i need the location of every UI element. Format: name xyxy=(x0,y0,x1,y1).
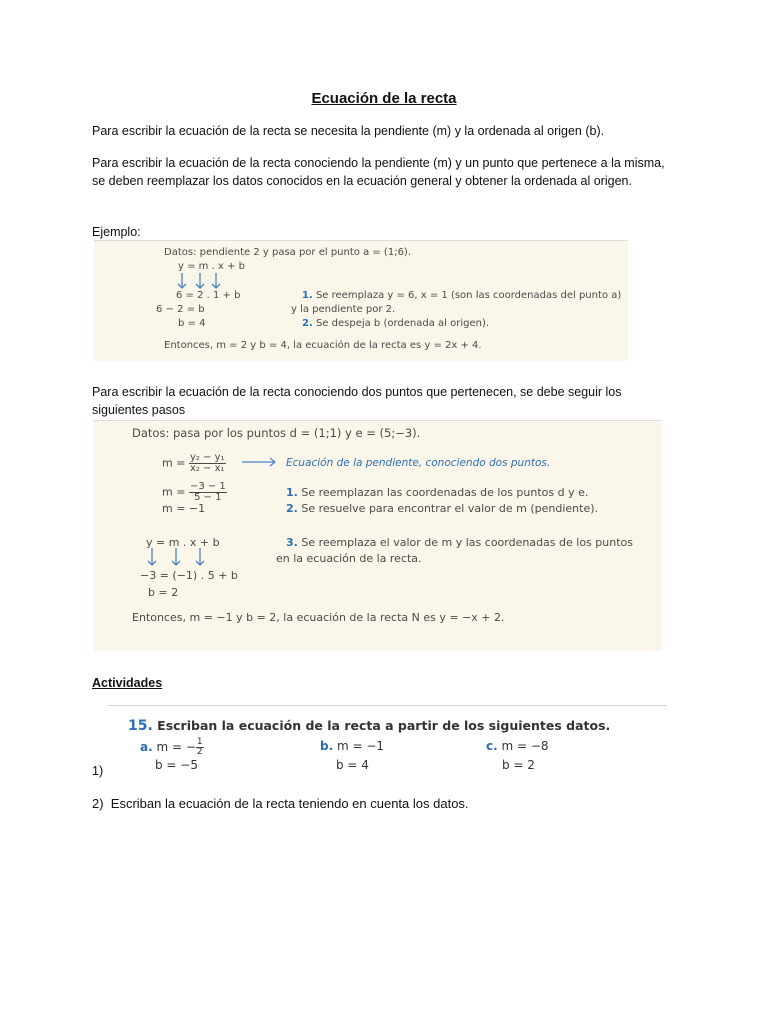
activity-2 xyxy=(92,795,469,813)
example-slope-point-image xyxy=(94,240,628,361)
activity-2-text: Escriban la ecuación de la recta teniendo en cuenta los datos. xyxy=(110,796,469,811)
example-label: Ejemplo: xyxy=(92,225,141,239)
two-points-paragraph: Para escribir la ecuación de la recta conociendo dos puntos que pertenecen, se debe seguir los siguientes pasos xyxy=(92,385,622,417)
example1-step1: 1. Se reemplaza y = 6, x = 1 (son las coordenadas del punto a) xyxy=(302,290,622,301)
example2-step2: 2. Se resuelve para encontrar el valor de m (pendiente). xyxy=(286,502,598,515)
example2-step1: 1. Se reemplazan las coordenadas de los puntos d y e. xyxy=(286,486,589,499)
example2-slope-result: m = −1 xyxy=(162,502,206,515)
example1-step1-cont: y la pendiente por 2. xyxy=(291,304,396,315)
intro-paragraph: Para escribir la ecuación de la recta se necesita la pendiente (m) y la ordenada al origen (b). xyxy=(92,124,605,138)
example1-step2: 2. Se despeja b (ordenada al origen). xyxy=(302,318,490,329)
example2-datos: Datos: pasa por los puntos d = (1;1) y e = (5;−3). xyxy=(132,426,421,440)
slope-equation-label: Ecuación de la pendiente, conociendo dos puntos. xyxy=(286,457,551,469)
exercise15-b-slope: b. m = −1 xyxy=(320,739,385,753)
example1-eq-solve: 6 − 2 = b xyxy=(156,304,205,315)
example2-eq-substituted: −3 = (−1) . 5 + b xyxy=(140,569,238,582)
activities-heading: Actividades xyxy=(92,676,163,690)
exercise-15-image xyxy=(108,705,666,781)
exercise15-a-intercept: b = −5 xyxy=(155,758,198,772)
example2-slope-formula: m = $\frac{\text{y₂ − y₁}}{\text{x₂ − x₁}}$ xyxy=(162,452,225,474)
substitution-arrows-icon xyxy=(174,273,224,291)
slope-point-paragraph: Para escribir la ecuación de la recta conociendo la pendiente (m) y un punto que pertenece a la misma, se deben reemplazar los datos conocidos en la ecuación general y obtener la ordenada al origen. xyxy=(92,156,665,188)
activity-2-number: 2) xyxy=(92,796,104,811)
example1-eq-substituted: 6 = 2 . 1 + b xyxy=(176,290,241,301)
substitution-arrows-icon xyxy=(144,548,208,568)
exercise15-a-slope: a. m = − $\frac{1}{2}$ xyxy=(140,737,203,757)
exercise15-c-slope: c. m = −8 xyxy=(486,739,549,753)
example1-conclusion: Entonces, m = 2 y b = 4, la ecuación de la recta es y = 2x + 4. xyxy=(164,340,482,351)
example2-conclusion: Entonces, m = −1 y b = 2, la ecuación de la recta N es y = −x + 2. xyxy=(132,611,505,624)
exercise15-b-intercept: b = 4 xyxy=(336,758,369,772)
example2-step3-cont: en la ecuación de la recta. xyxy=(276,552,422,565)
exercise15-heading: 15. Escriban la ecuación de la recta a partir de los siguientes datos. xyxy=(128,718,611,734)
example2-eq-general: y = m . x + b xyxy=(146,536,220,549)
example2-eq-result: b = 2 xyxy=(148,586,179,599)
example2-step3: 3. Se reemplaza el valor de m y las coordenadas de los puntos xyxy=(286,536,633,549)
example1-eq-general: y = m . x + b xyxy=(178,261,245,272)
arrow-right-icon xyxy=(242,457,278,467)
exercise15-c-intercept: b = 2 xyxy=(502,758,535,772)
example-two-points-image xyxy=(94,420,662,651)
example1-eq-result: b = 4 xyxy=(178,318,206,329)
page-title: Ecuación de la recta xyxy=(311,90,457,107)
example1-datos: Datos: pendiente 2 y pasa por el punto a = (1;6). xyxy=(164,247,412,258)
activity-1-number: 1) xyxy=(92,764,104,778)
example2-slope-substituted: m = $\frac{-3 - 1}{5 - 1}$ xyxy=(162,481,226,503)
